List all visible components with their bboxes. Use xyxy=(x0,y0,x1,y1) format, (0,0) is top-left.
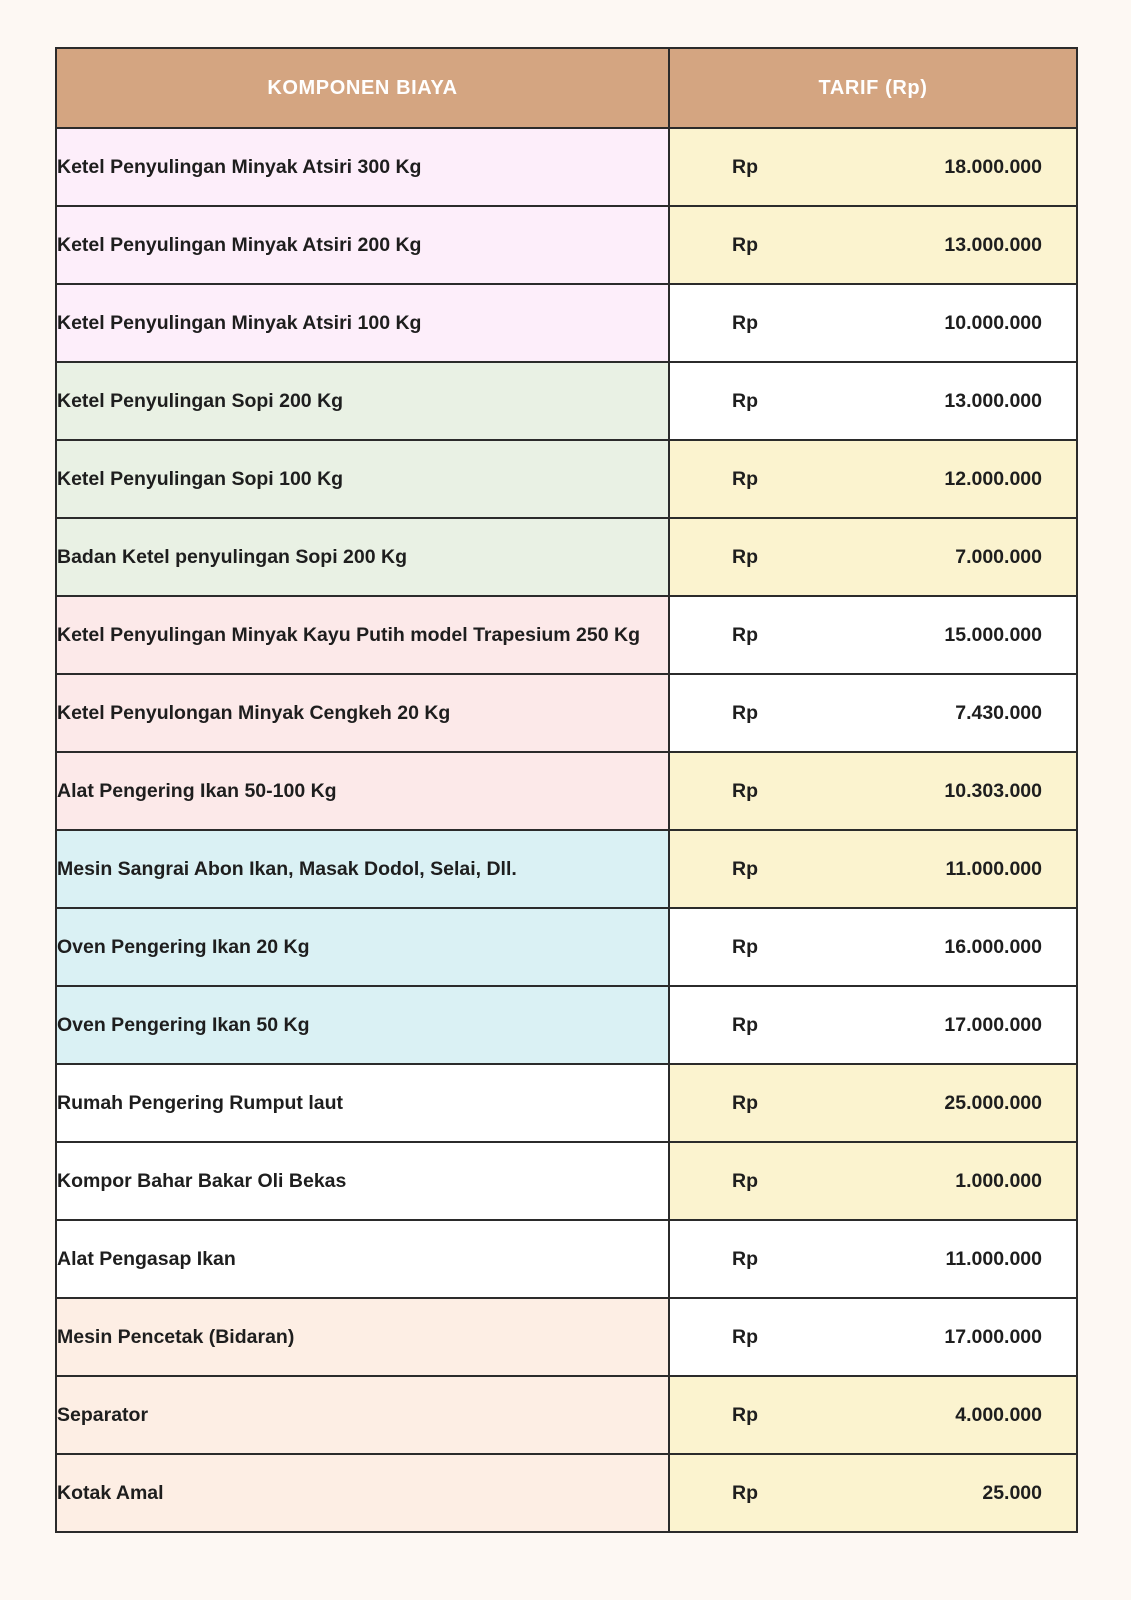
table-row xyxy=(56,674,1077,752)
tarif-value-group xyxy=(670,1248,1076,1271)
tarif-cell xyxy=(669,284,1077,362)
table-row xyxy=(56,362,1077,440)
tarif-value-group xyxy=(670,624,1076,647)
cost-component-name: Ketel Penyulingan Minyak Atsiri 200 Kg xyxy=(56,206,669,284)
currency-label: Rp xyxy=(732,155,758,178)
tarif-cell xyxy=(669,1454,1077,1532)
cost-component-name: Rumah Pengering Rumput laut xyxy=(56,1064,669,1142)
table-row xyxy=(56,284,1077,362)
tarif-amount: 17.000.000 xyxy=(944,1013,1042,1036)
cost-component-name: Ketel Penyulongan Minyak Cengkeh 20 Kg xyxy=(56,674,669,752)
currency-label: Rp xyxy=(732,935,758,958)
tarif-amount: 10.000.000 xyxy=(944,311,1042,334)
currency-label: Rp xyxy=(732,233,758,256)
cost-component-name: Oven Pengering Ikan 50 Kg xyxy=(56,986,669,1064)
cost-component-name: Alat Pengering Ikan 50-100 Kg xyxy=(56,752,669,830)
tarif-amount: 17.000.000 xyxy=(944,1325,1042,1348)
tarif-value-group xyxy=(670,1326,1076,1349)
table-row xyxy=(56,440,1077,518)
tarif-value-group xyxy=(670,780,1076,803)
cost-component-name: Kotak Amal xyxy=(56,1454,669,1532)
cost-component-name: Ketel Penyulingan Minyak Kayu Putih model Trapesium 250 Kg xyxy=(56,596,669,674)
tarif-cell xyxy=(669,518,1077,596)
currency-label: Rp xyxy=(732,311,758,334)
table-row xyxy=(56,1454,1077,1532)
cost-component-name: Ketel Penyulingan Sopi 200 Kg xyxy=(56,362,669,440)
currency-label: Rp xyxy=(732,623,758,646)
tarif-value-group xyxy=(670,702,1076,725)
tarif-cell xyxy=(669,1220,1077,1298)
currency-label: Rp xyxy=(732,545,758,568)
tarif-cell xyxy=(669,596,1077,674)
currency-label: Rp xyxy=(732,467,758,490)
currency-label: Rp xyxy=(732,1403,758,1426)
tarif-cell xyxy=(669,1376,1077,1454)
cost-component-name: Ketel Penyulingan Sopi 100 Kg xyxy=(56,440,669,518)
tarif-cell xyxy=(669,986,1077,1064)
tarif-cell xyxy=(669,1298,1077,1376)
table-row xyxy=(56,518,1077,596)
currency-label: Rp xyxy=(732,1325,758,1348)
tarif-amount: 12.000.000 xyxy=(944,467,1042,490)
tarif-value-group xyxy=(670,390,1076,413)
tarif-cell xyxy=(669,908,1077,986)
table-header-row xyxy=(56,48,1077,128)
table-row xyxy=(56,1220,1077,1298)
currency-label: Rp xyxy=(732,701,758,724)
tarif-cell xyxy=(669,674,1077,752)
table-row xyxy=(56,1376,1077,1454)
tarif-value-group xyxy=(670,468,1076,491)
table-row xyxy=(56,1142,1077,1220)
tarif-value-group xyxy=(670,1014,1076,1037)
currency-label: Rp xyxy=(732,779,758,802)
tarif-cell xyxy=(669,752,1077,830)
tarif-value-group xyxy=(670,858,1076,881)
cost-component-name: Ketel Penyulingan Minyak Atsiri 100 Kg xyxy=(56,284,669,362)
tarif-cell xyxy=(669,128,1077,206)
price-table xyxy=(55,47,1078,1533)
tarif-amount: 11.000.000 xyxy=(945,1247,1042,1270)
table-body xyxy=(56,128,1077,1532)
tarif-amount: 13.000.000 xyxy=(944,389,1042,412)
tarif-amount: 18.000.000 xyxy=(944,155,1042,178)
table-row xyxy=(56,830,1077,908)
column-header-komponen-biaya: KOMPONEN BIAYA xyxy=(56,48,669,128)
column-header-tarif: TARIF (Rp) xyxy=(669,48,1077,128)
tarif-cell xyxy=(669,1142,1077,1220)
tarif-value-group xyxy=(670,312,1076,335)
tarif-cell xyxy=(669,440,1077,518)
table-row xyxy=(56,986,1077,1064)
cost-component-name: Mesin Sangrai Abon Ikan, Masak Dodol, Selai, Dll. xyxy=(56,830,669,908)
tarif-cell xyxy=(669,830,1077,908)
cost-component-name: Oven Pengering Ikan 20 Kg xyxy=(56,908,669,986)
currency-label: Rp xyxy=(732,1169,758,1192)
tarif-amount: 4.000.000 xyxy=(955,1403,1042,1426)
currency-label: Rp xyxy=(732,1013,758,1036)
tarif-amount: 15.000.000 xyxy=(944,623,1042,646)
tarif-amount: 25.000 xyxy=(982,1481,1042,1504)
tarif-value-group xyxy=(670,234,1076,257)
table-row xyxy=(56,596,1077,674)
tarif-value-group xyxy=(670,936,1076,959)
tarif-amount: 25.000.000 xyxy=(944,1091,1042,1114)
currency-label: Rp xyxy=(732,1247,758,1270)
tarif-value-group xyxy=(670,1170,1076,1193)
cost-component-name: Separator xyxy=(56,1376,669,1454)
currency-label: Rp xyxy=(732,389,758,412)
tarif-value-group xyxy=(670,1404,1076,1427)
table-header xyxy=(56,48,1077,128)
cost-component-name: Badan Ketel penyulingan Sopi 200 Kg xyxy=(56,518,669,596)
tarif-amount: 16.000.000 xyxy=(944,935,1042,958)
table-row xyxy=(56,206,1077,284)
tarif-cell xyxy=(669,362,1077,440)
table-row xyxy=(56,1064,1077,1142)
cost-component-name: Mesin Pencetak (Bidaran) xyxy=(56,1298,669,1376)
currency-label: Rp xyxy=(732,1481,758,1504)
cost-component-name: Alat Pengasap Ikan xyxy=(56,1220,669,1298)
cost-component-name: Ketel Penyulingan Minyak Atsiri 300 Kg xyxy=(56,128,669,206)
tarif-value-group xyxy=(670,1092,1076,1115)
table-row xyxy=(56,752,1077,830)
currency-label: Rp xyxy=(732,1091,758,1114)
tarif-amount: 10.303.000 xyxy=(944,779,1042,802)
tarif-amount: 1.000.000 xyxy=(955,1169,1042,1192)
table-row xyxy=(56,908,1077,986)
tarif-amount: 7.430.000 xyxy=(955,701,1042,724)
cost-component-name: Kompor Bahar Bakar Oli Bekas xyxy=(56,1142,669,1220)
tarif-amount: 7.000.000 xyxy=(955,545,1042,568)
tarif-value-group xyxy=(670,1482,1076,1505)
tarif-amount: 13.000.000 xyxy=(944,233,1042,256)
table-row xyxy=(56,128,1077,206)
tarif-amount: 11.000.000 xyxy=(945,857,1042,880)
currency-label: Rp xyxy=(732,857,758,880)
tarif-cell xyxy=(669,1064,1077,1142)
tarif-value-group xyxy=(670,546,1076,569)
tarif-cell xyxy=(669,206,1077,284)
tarif-value-group xyxy=(670,156,1076,179)
table-row xyxy=(56,1298,1077,1376)
